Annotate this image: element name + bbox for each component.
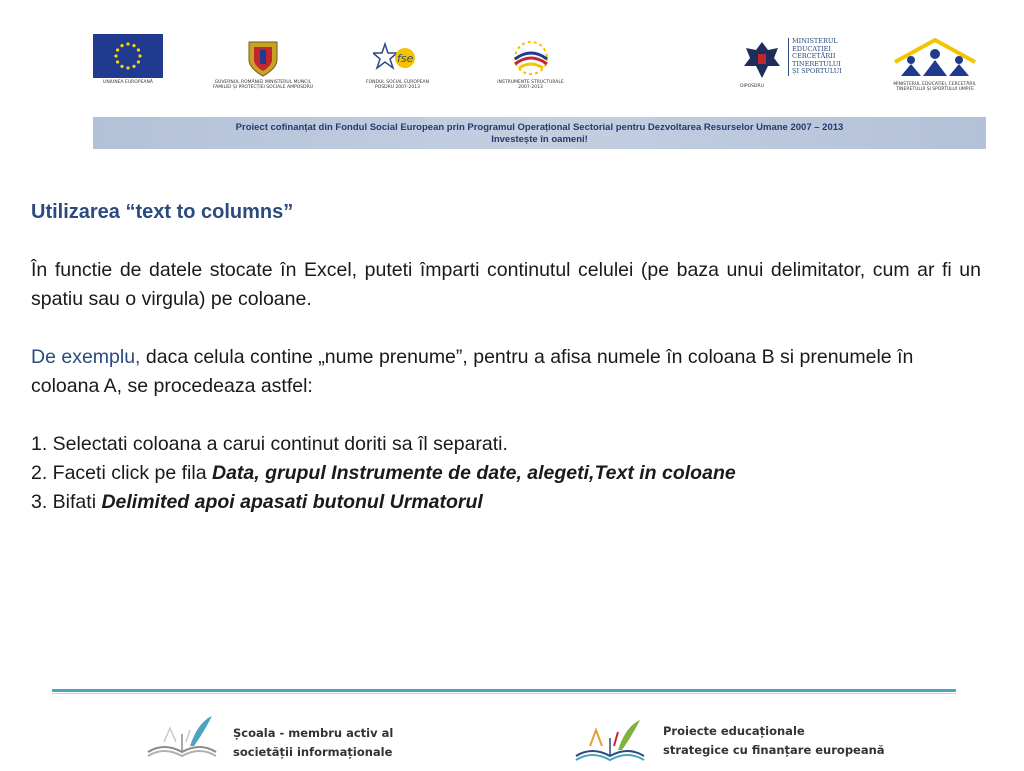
footer-left-text: Școala - membru activ al societății informaționale	[233, 726, 394, 759]
footer-divider-shadow	[52, 693, 956, 694]
footer-divider	[52, 689, 956, 692]
example-text: daca celula contine „nume prenume”, pentru a afisa numele în coloana B si prenumele în coloana A, se procedeaza astfel:	[31, 346, 914, 397]
footer-right-text: Proiecte educaționale strategice cu finanțare europeană	[663, 724, 885, 757]
fse-star-icon	[373, 38, 423, 78]
step-3-emphasis: Delimited apoi apasati butonul Urmatorul	[101, 491, 483, 513]
book-quill-logo-right	[570, 716, 650, 771]
instrumente-structurale-logo: INSTRUMENTE STRUCTURALE 2007-2013	[493, 38, 568, 90]
ministerul-logo: MINISTERUL EDUCAȚIEI CERCETĂRII TINERETULUI ȘI SPORTULUI OIPOSDRU	[740, 37, 842, 89]
coat-of-arms-icon	[245, 38, 281, 78]
slide-content	[31, 198, 981, 517]
slide-heading: Utilizarea “text to columns”	[31, 201, 294, 223]
fse-logo: fse FONDUL SOCIAL EUROPEAN POSDRU 2007-2013	[360, 38, 435, 90]
intro-paragraph: În functie de datele stocate în Excel, puteti împarti continutul celulei (pe baza unui delimitator, cum ar fi un spatiu sau o virgula) pe coloane.	[31, 259, 981, 310]
eu-flag-icon	[93, 34, 163, 78]
banner-line-2: Investește în oameni!	[491, 134, 588, 145]
stars-circle-icon	[501, 38, 561, 78]
step-2	[31, 459, 981, 488]
cofinancing-banner	[93, 117, 986, 149]
example-label: De exemplu,	[31, 346, 141, 368]
banner-line-1: Proiect cofinanțat din Fondul Social European prin Programul Operațional Sectorial pentru Dezvoltarea Resurselor Umane 2007 – 2013	[235, 122, 844, 133]
ministerul-text: MINISTERUL EDUCAȚIEI CERCETĂRII TINERETULUI ȘI SPORTULUI	[788, 38, 842, 76]
open-book-icon	[142, 712, 222, 762]
eagle-icon	[740, 38, 784, 82]
step-3	[31, 488, 981, 517]
header-logos	[0, 0, 1024, 115]
house-people-icon	[885, 36, 985, 80]
umpfe-logo: MINISTERUL EDUCAȚIEI, CERCETĂRII, TINERETULUI ȘI SPORTULUI UMPFE	[880, 36, 990, 92]
open-book-icon-colored	[570, 716, 650, 766]
step-1: 1. Selectati coloana a carui continut doriti sa îl separati.	[31, 433, 508, 455]
step-2-prefix: 2. Faceti click pe fila	[31, 462, 212, 484]
svg-text:fse: fse	[396, 52, 413, 65]
step-3-prefix: 3. Bifati	[31, 491, 102, 513]
government-logo: GUVERNUL ROMÂNIEI MINISTERUL MUNCII, FAMILIEI ȘI PROTECȚIEI SOCIALE AMPOSDRU	[208, 38, 318, 90]
step-2-emphasis: Data, grupul Instrumente de date, alegeti,Text in coloane	[211, 462, 736, 484]
eu-logo: UNIUNEA EUROPEANĂ	[93, 34, 163, 85]
example-paragraph	[31, 343, 981, 401]
book-quill-logo-left	[142, 712, 222, 767]
